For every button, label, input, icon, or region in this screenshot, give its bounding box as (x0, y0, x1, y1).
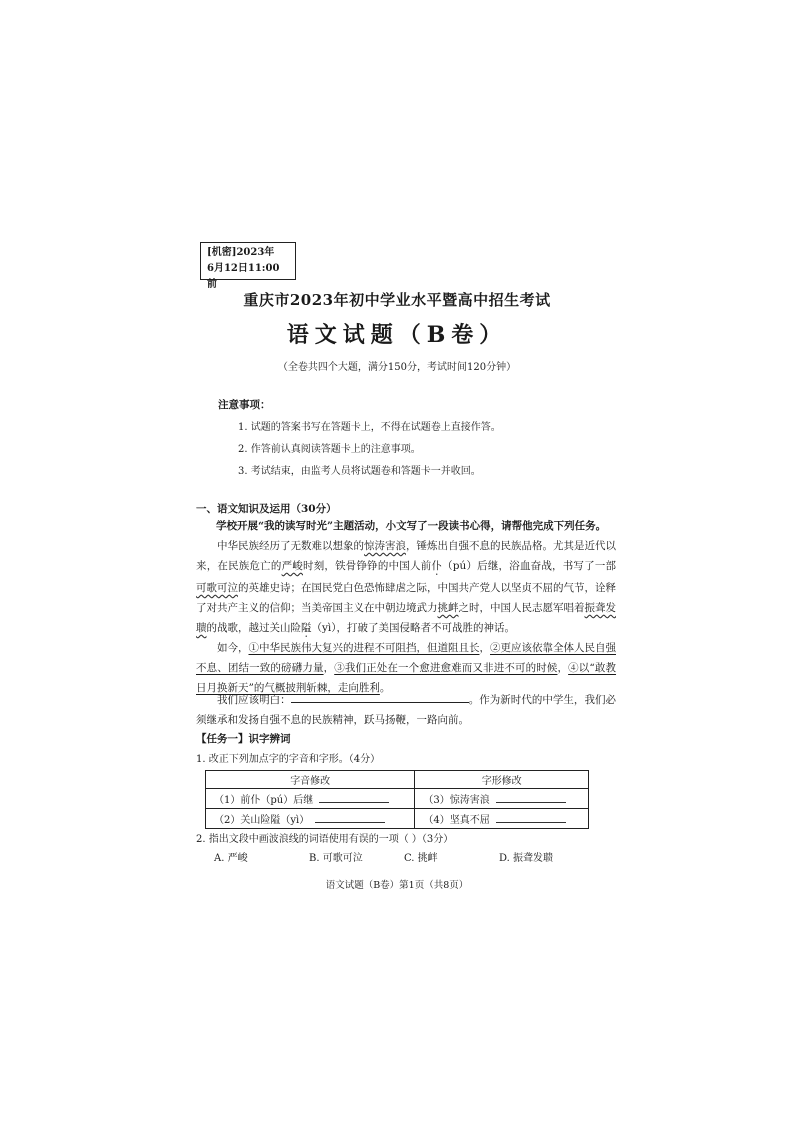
table-cell (415, 789, 589, 809)
passage-text: 。作为新时代的中学生，我们必须继承和发扬自强不息的民族精神，跃马扬鞭，一路向前。 (196, 694, 617, 726)
table-header-row (206, 771, 589, 789)
passage-text: 。 (379, 682, 391, 694)
task-intro: 学校开展“我的读写时光”主题活动，小文写了一段读书心得，请帮他完成下列任务。 (216, 520, 607, 532)
wavy-word: 可歌可泣 (196, 582, 238, 594)
notice-title: 注意事项： (218, 399, 271, 411)
paper-title: 语文试题（B卷） (286, 322, 508, 348)
passage-text: （yì），打破了美国侵略者不可战胜的神话。 (311, 622, 516, 634)
option-b[interactable]: B. 可歌可泣 (309, 853, 363, 864)
passage-text: 中华民族经历了无数难以想象的 (217, 540, 364, 552)
passage-text: 如今， (217, 642, 249, 654)
confidential-box (200, 242, 296, 290)
answer-blank[interactable] (315, 812, 385, 823)
cell-text: （1）前仆（pú）后继 (214, 795, 314, 806)
passage-text: 时刻，铁骨铮铮的中国人前 (303, 560, 432, 572)
passage-text: 之时，中国人民志愿军唱着 (458, 602, 585, 614)
passage-text: （pú）后继，浴血奋战，书写了一部 (442, 560, 617, 572)
passage-text: ， (479, 642, 490, 654)
confidential-line1: [机密]2023年 (207, 247, 275, 258)
answer-blank[interactable] (291, 690, 469, 703)
table-cell (206, 789, 415, 809)
table-row (206, 809, 589, 829)
answer-blank[interactable] (496, 812, 566, 823)
underlined-sentence: ④以“敢教日月换新天”的气概披荆斩棘，走向胜利 (196, 662, 617, 694)
task-title: 【任务一】识字辨词 (196, 733, 291, 745)
passage-paragraph-2 (196, 638, 616, 698)
table-cell (415, 809, 589, 829)
notice-item: 1. 试题的答案书写在答题卡上，不得在试题卷上直接作答。 (238, 422, 501, 433)
passage-text: ，锤炼出自强不息的民族品格。尤其是近代以来，在民族危亡的 (196, 540, 616, 572)
question-2: 2. 指出文段中画波浪线的词语使用有误的一项（ ）（3分） (196, 834, 454, 845)
dotted-char: 仆 (431, 560, 443, 572)
cell-text: （2）关山险隘（yì） (214, 815, 310, 826)
correction-table (205, 770, 589, 829)
underlined-sentence: ③我们正处在一个愈进愈难而又非进不可的时候 (334, 662, 558, 674)
answer-blank[interactable] (319, 792, 389, 803)
passage-paragraph-3 (196, 690, 616, 730)
section-title: 一、语文知识及运用（30分） (196, 503, 337, 515)
option-c[interactable]: C. 挑衅 (404, 853, 438, 864)
table-row (206, 789, 589, 809)
passage-text: 的战歌，越过关山险 (206, 622, 301, 634)
table-header: 字音修改 (206, 771, 415, 789)
wavy-word: 振聋发聩 (196, 602, 616, 634)
question-1: 1. 改正下列加点字的字音和字形。（4分） (196, 754, 381, 765)
dotted-char: 隘 (301, 622, 312, 634)
option-d[interactable]: D. 振聋发聩 (499, 853, 554, 864)
cell-text: （4）坚真不屈 (423, 815, 490, 826)
wavy-word: 严峻 (281, 560, 303, 572)
paper-info: （全卷共四个大题，满分150分，考试时间120分钟） (277, 362, 517, 373)
wavy-word: 挑衅 (437, 602, 459, 614)
answer-blank[interactable] (496, 792, 566, 803)
table-header: 字形修改 (415, 771, 589, 789)
confidential-line2: 6月12日11:00前 (207, 263, 280, 290)
notice-item: 3. 考试结束，由监考人员将试题卷和答题卡一并收回。 (238, 466, 481, 477)
passage-paragraph-1 (196, 536, 616, 640)
underlined-sentence: ②更应该依靠全体人民自强不息、团结一致的磅礴力量 (196, 642, 616, 674)
page-footer: 语文试题（B卷）第1页（共8页） (325, 880, 469, 891)
cell-text: （3）惊涛害浪 (423, 795, 490, 806)
exam-title: 重庆市2023年初中学业水平暨高中招生考试 (243, 291, 551, 309)
answer-options (214, 849, 594, 864)
passage-text: ， (557, 662, 569, 674)
passage-text: 的英雄史诗；在国民党白色恐怖肆虐之际，中国共产党人以坚贞不屈的气节，诠释了对共产主义的信仰；当美帝国主义在中朝边境武力 (196, 582, 616, 614)
wavy-word: 惊涛害浪 (364, 540, 406, 552)
passage-text: 我们应该明白： (217, 694, 291, 706)
passage-text: ， (323, 662, 335, 674)
table-cell (206, 809, 415, 829)
notice-item: 2. 作答前认真阅读答题卡上的注意事项。 (238, 444, 421, 455)
underlined-sentence: ①中华民族伟大复兴的进程不可阻挡，但道阻且长 (248, 642, 480, 654)
option-a[interactable]: A. 严峻 (214, 853, 248, 864)
